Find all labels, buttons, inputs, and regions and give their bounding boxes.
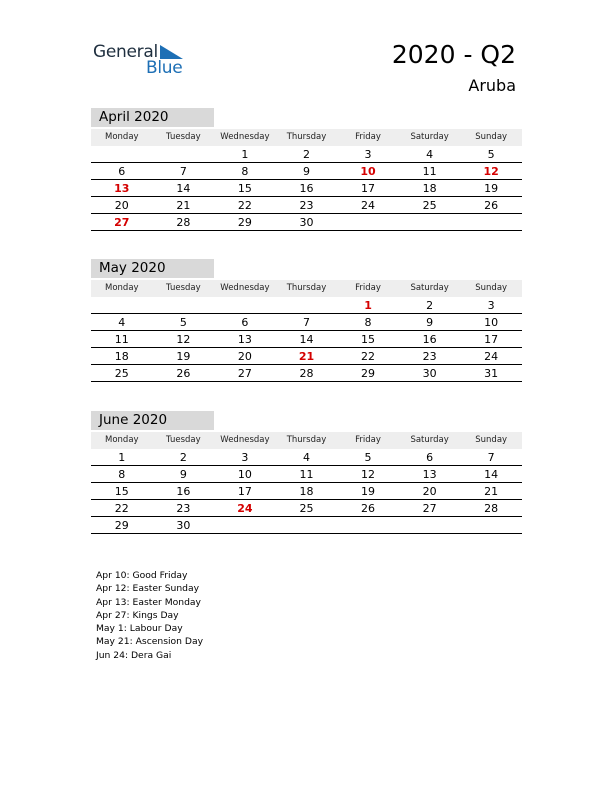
weekday-label: Wednesday (220, 132, 270, 142)
day-cell: 7 (487, 451, 495, 464)
day-cell: 15 (361, 333, 376, 346)
day-cell: 11 (422, 165, 437, 178)
empty-day-cell (337, 214, 399, 230)
day-cell: 19 (361, 485, 376, 498)
day-cell: 14 (299, 333, 314, 346)
weekday-label: Monday (105, 132, 139, 142)
day-cell: 3 (364, 148, 372, 161)
holiday-note: May 21: Ascension Day (96, 636, 204, 648)
day-cell: 16 (299, 182, 314, 195)
empty-day-cell (337, 517, 399, 533)
month-april (91, 108, 522, 231)
day-cell: 2 (426, 299, 434, 312)
weekday-label: Tuesday (166, 435, 201, 445)
day-cell: 24 (361, 199, 376, 212)
day-cell: 23 (299, 199, 314, 212)
day-cell: 20 (237, 350, 252, 363)
week-row (91, 180, 522, 197)
weekday-header (91, 129, 522, 146)
week-row (91, 466, 522, 483)
month-name: May 2020 (91, 259, 214, 278)
day-cell: 4 (302, 451, 310, 464)
holiday-note: Apr 27: Kings Day (96, 609, 179, 621)
day-cell: 10 (237, 468, 252, 481)
weekday-label: Tuesday (166, 283, 201, 293)
logo (93, 42, 193, 82)
day-cell: 31 (484, 367, 499, 380)
holiday-note: Apr 12: Easter Sunday (96, 583, 200, 595)
week-row (91, 449, 522, 466)
month-name: April 2020 (91, 108, 214, 127)
day-cell: 27 (114, 216, 130, 229)
day-cell: 15 (114, 485, 129, 498)
day-cell: 21 (298, 350, 315, 363)
day-cell: 21 (484, 485, 499, 498)
day-cell: 1 (118, 451, 126, 464)
day-cell: 17 (237, 485, 252, 498)
empty-day-cell (460, 214, 522, 230)
weekday-label: Thursday (286, 283, 327, 293)
holiday-note: May 1: Labour Day (96, 623, 183, 635)
empty-day-cell (91, 146, 153, 162)
day-cell: 6 (241, 316, 249, 329)
day-cell: 24 (484, 350, 499, 363)
day-cell: 4 (426, 148, 434, 161)
day-cell: 3 (241, 451, 249, 464)
day-cell: 29 (361, 367, 376, 380)
week-row (91, 197, 522, 214)
week-row (91, 348, 522, 365)
holiday-notes (96, 569, 203, 662)
day-cell: 5 (487, 148, 495, 161)
day-cell: 22 (361, 350, 376, 363)
day-cell: 30 (176, 519, 191, 532)
page-title: 2020 - Q2 (391, 40, 516, 69)
day-cell: 11 (114, 333, 129, 346)
weekday-label: Thursday (286, 435, 327, 445)
day-cell: 14 (484, 468, 499, 481)
day-cell: 28 (176, 216, 191, 229)
day-cell: 23 (176, 502, 191, 515)
weekday-header (91, 280, 522, 297)
day-cell: 2 (302, 148, 310, 161)
day-cell: 20 (114, 199, 129, 212)
weekday-label: Sunday (475, 435, 508, 445)
day-cell: 9 (302, 165, 310, 178)
weekday-label: Friday (355, 132, 381, 142)
day-cell: 5 (364, 451, 372, 464)
day-cell: 17 (361, 182, 376, 195)
day-cell: 14 (176, 182, 191, 195)
day-cell: 11 (299, 468, 314, 481)
month-may (91, 259, 522, 382)
week-row (91, 331, 522, 348)
day-cell: 12 (361, 468, 376, 481)
day-cell: 7 (302, 316, 310, 329)
day-cell: 8 (241, 165, 249, 178)
empty-day-cell (460, 517, 522, 533)
day-cell: 20 (422, 485, 437, 498)
day-cell: 29 (237, 216, 252, 229)
day-cell: 22 (114, 502, 129, 515)
day-cell: 18 (422, 182, 437, 195)
day-cell: 26 (484, 199, 499, 212)
day-cell: 26 (176, 367, 191, 380)
empty-day-cell (153, 297, 215, 313)
day-cell: 1 (364, 299, 372, 312)
day-cell: 22 (237, 199, 252, 212)
weekday-label: Friday (355, 435, 381, 445)
week-row (91, 163, 522, 180)
day-cell: 18 (114, 350, 129, 363)
country-name: Aruba (468, 76, 516, 95)
day-cell: 16 (422, 333, 437, 346)
day-cell: 6 (118, 165, 126, 178)
day-cell: 30 (422, 367, 437, 380)
weekday-label: Sunday (475, 283, 508, 293)
day-cell: 28 (484, 502, 499, 515)
day-cell: 12 (483, 165, 499, 178)
day-cell: 19 (484, 182, 499, 195)
week-row (91, 314, 522, 331)
empty-day-cell (399, 214, 461, 230)
day-cell: 13 (237, 333, 252, 346)
holiday-note: Apr 13: Easter Monday (96, 596, 201, 608)
week-row (91, 500, 522, 517)
day-cell: 24 (237, 502, 253, 515)
day-cell: 28 (299, 367, 314, 380)
holiday-note: Apr 10: Good Friday (96, 570, 188, 581)
day-cell: 19 (176, 350, 191, 363)
day-cell: 27 (237, 367, 252, 380)
logo-blue-text: Blue (146, 58, 183, 78)
week-row (91, 146, 522, 163)
month-june (91, 411, 522, 534)
day-cell: 2 (179, 451, 187, 464)
day-cell: 25 (422, 199, 437, 212)
day-cell: 6 (426, 451, 434, 464)
day-cell: 30 (299, 216, 314, 229)
weekday-label: Saturday (410, 435, 449, 445)
weekday-label: Monday (105, 435, 139, 445)
day-cell: 18 (299, 485, 314, 498)
weekday-label: Saturday (410, 132, 449, 142)
week-row (91, 297, 522, 314)
logo-triangle-icon (160, 45, 183, 59)
empty-day-cell (276, 297, 338, 313)
day-cell: 9 (179, 468, 187, 481)
day-cell: 4 (118, 316, 126, 329)
day-cell: 1 (241, 148, 249, 161)
weekday-label: Monday (105, 283, 139, 293)
day-cell: 16 (176, 485, 191, 498)
weekday-label: Friday (355, 283, 381, 293)
empty-day-cell (214, 517, 276, 533)
holiday-note: Jun 24: Dera Gai (96, 649, 172, 661)
weekday-label: Thursday (286, 132, 327, 142)
day-cell: 9 (426, 316, 434, 329)
week-row (91, 483, 522, 500)
day-cell: 27 (422, 502, 437, 515)
weekday-label: Tuesday (166, 132, 201, 142)
day-cell: 13 (114, 182, 130, 195)
logo-general-text: General (93, 42, 158, 62)
day-cell: 13 (422, 468, 437, 481)
day-cell: 15 (237, 182, 252, 195)
weekday-label: Saturday (410, 283, 449, 293)
empty-day-cell (399, 517, 461, 533)
day-cell: 10 (484, 316, 499, 329)
day-cell: 5 (179, 316, 187, 329)
empty-day-cell (276, 517, 338, 533)
day-cell: 12 (176, 333, 191, 346)
week-row (91, 365, 522, 382)
day-cell: 25 (299, 502, 314, 515)
day-cell: 25 (114, 367, 129, 380)
day-cell: 8 (118, 468, 126, 481)
day-cell: 21 (176, 199, 191, 212)
day-cell: 23 (422, 350, 437, 363)
weekday-label: Sunday (475, 132, 508, 142)
day-cell: 26 (361, 502, 376, 515)
day-cell: 29 (114, 519, 129, 532)
day-cell: 7 (179, 165, 187, 178)
day-cell: 8 (364, 316, 372, 329)
empty-day-cell (214, 297, 276, 313)
day-cell: 17 (484, 333, 499, 346)
day-cell: 10 (360, 165, 376, 178)
weekday-label: Wednesday (220, 435, 270, 445)
week-row (91, 214, 522, 231)
weekday-header (91, 432, 522, 449)
day-cell: 3 (487, 299, 495, 312)
weekday-label: Wednesday (220, 283, 270, 293)
week-row (91, 517, 522, 534)
empty-day-cell (91, 297, 153, 313)
empty-day-cell (153, 146, 215, 162)
month-name: June 2020 (91, 411, 214, 430)
